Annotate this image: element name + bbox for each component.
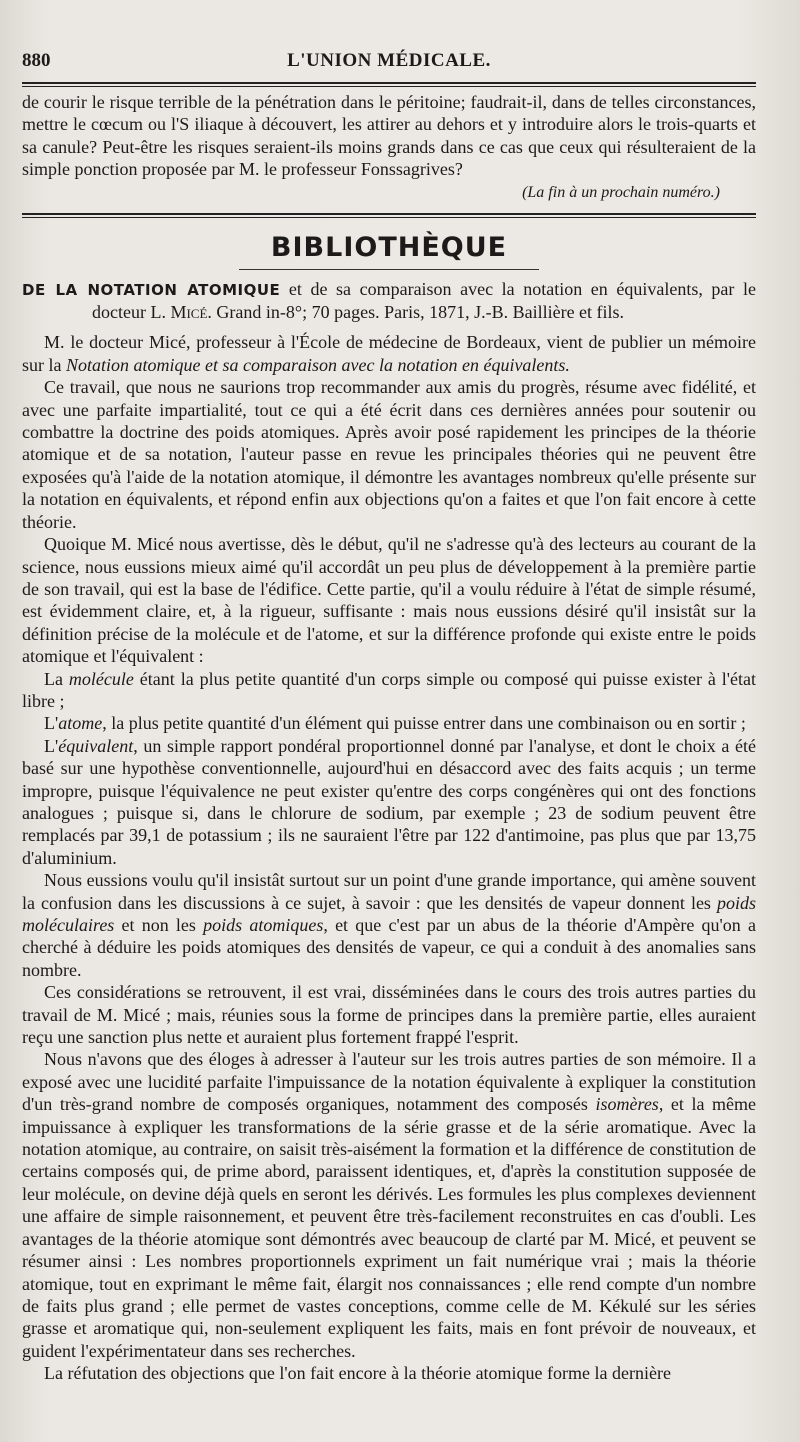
term-atome: atome	[58, 713, 103, 734]
title-underline	[239, 269, 539, 270]
section-title: BIBLIOTHÈQUE	[270, 231, 508, 263]
p7-text-b: et non les	[114, 915, 204, 935]
p4-text-b: étant la plus petite quantité d'un corps simple ou composé qui puisse exister à l'état libre ;	[22, 668, 756, 711]
p5-text-a: L'	[44, 713, 59, 734]
intro-paragraph: de courir le risque terrible de la pénétration dans le péritoine; faudrait-il, dans de telles circonstances, mettre le cœcum ou l'S iliaque à découvert, les attirer au dehors et y introduire alors le trois-quarts et sa canule? Peut-être les risques seraient-ils moins grands dans ce cas que ceux qui résulteraient de la simple ponction proposée par M. le professeur Fonssagrives?	[22, 92, 756, 180]
p9-text-b: , et la même impuissance à expliquer les transformations de la série grasse et de la série aromatique. Avec la notation atomique, au contraire, on saisit très-aisément la formation et la différence de constitution de certains composés qui, de prime abord, paraissent identiques, et, d'après la constitution supposée de leur molécule, on devine déjà quels en seront les dérivés. Les formules les plus complexes deviennent une affaire de simple raisonnement, et peuvent être très-facilement reconstruites en cas d'oubli. Les avantages de la théorie atomique sont démontrés avec beaucoup de clarté par M. Micé, et peuvent se résumer ainsi : Les nombres proportionnels expriment un fait numérique vrai ; mais la théorie atomique, tout en exprimant le même fait, élargit nos connaissances ; elle rend compte d'un nombre de faits plus grand ; elle permet de vastes conceptions, comme celle de M. Kékulé sur les séries grasse et aromatique qui, non-seulement expliquent les faits, mais en font prévoir de nouveaux, et guident l'expérimentateur dans ses recherches.	[22, 1094, 757, 1361]
review-paragraph-1	[22, 331, 756, 376]
definition-atome	[22, 712, 756, 734]
review-paragraph-8: Ces considérations se retrouvent, il est vrai, disséminées dans le cours des trois autres parties du travail de M. Micé ; mais, réunies sous la forme de principes dans la première partie, elles auraient reçu une sanction plus nette et auraient plus fortement frappé l'esprit.	[22, 982, 756, 1048]
bib-text-1: et de sa comparaison avec la notation en équivalents, par le docteur L.	[92, 278, 756, 323]
term-equivalent: équivalent	[58, 735, 134, 756]
p7-text-c: , et que c'est par un abus de la théorie d'Ampère qu'on a cherché à déduire les poids atomiques des densités de vapeur, ce qui a conduit à des anomalies sans nombre.	[22, 915, 756, 980]
page-number: 880	[22, 50, 51, 71]
p9-text-a: Nous n'avons que des éloges à adresser à l'auteur sur les trois autres parties de son mémoire. Il a exposé avec une lucidité parfaite l'impuissance de la notation équivalente à expliquer la constitution d'un très-grand nombre de composés organiques, notamment des composés	[22, 1049, 756, 1115]
p6-text-b: , un simple rapport pondéral proportionnel donné par l'analyse, et dont le choix a été basé sur une hypothèse conventionnelle, aujourd'hui en désaccord avec des faits acquis ; un terme impropre, puisque l'équivalence ne peut exister qu'entre des corps congénères qui ont des fonctions analogues ; puisque si, dans le chlorure de sodium, par exemple ; 23 de sodium peuvent être remplacés par 39,1 de potassium ; ils ne sauraient l'être par 122 d'antimoine, pas plus que par 13,75 d'aluminium.	[22, 735, 756, 868]
term-molecule: molécule	[68, 668, 134, 689]
section-rule	[22, 213, 756, 218]
p5-text-b: , la plus petite quantité d'un élément qui puisse entrer dans une combinaison ou en sortir ;	[102, 713, 746, 734]
review-paragraph-2: Ce travail, que nous ne saurions trop recommander aux amis du progrès, résume avec fidélité, et avec une parfaite impartialité, tout ce qui a été écrit dans ces dernières années pour soutenir ou combattre la doctrine des poids atomiques. Après avoir posé rapidement les principes de la théorie atomique et de sa notation, l'auteur passe en revue les principales théories qui ne peuvent être exposées qu'à l'aide de la notation atomique, il démontre les avantages nombreux qu'elle présente sur la notation en équivalents, et répond enfin aux objections qu'on a faites et que l'on fait encore à cette théorie.	[22, 377, 756, 532]
definition-molecule	[22, 668, 756, 713]
continuation-note: (La fin à un prochain numéro.)	[522, 183, 720, 201]
term-isomeres: isomères	[595, 1094, 659, 1115]
review-paragraph-10: La réfutation des objections que l'on fait encore à la théorie atomique forme la dernière	[44, 1363, 671, 1384]
bibliographic-entry	[22, 278, 756, 324]
p1-title-italic: Notation atomique et sa comparaison avec la notation en équivalents.	[66, 354, 570, 375]
review-paragraph-7	[22, 869, 756, 981]
review-paragraph-3: Quoique M. Micé nous avertisse, dès le début, qu'il ne s'adresse qu'à des lecteurs au courant de la science, nous eussions mieux aimé qu'il accordât un peu plus de développement à la première partie de son travail, qui est la base de l'édifice. Cette partie, qu'il a voulu réduire à l'état de simple résumé, est évidemment claire, et, à la rigueur, suffisante : mais nous eussions désiré qu'il insistât sur la définition précise de la molécule et de l'atome, et sur la différence profonde qui existe entre le poids atomique et l'équivalent :	[22, 534, 756, 667]
p4-text-a: La	[44, 668, 69, 689]
bib-author: Micé	[170, 302, 208, 323]
p7-text-a: Nous eussions voulu qu'il insistât surtout sur un point d'une grande importance, qui amène souvent la confusion dans les discussions à ce sujet, à savoir : que les densités de vapeur donnent les	[22, 870, 756, 913]
review-paragraph-9	[22, 1048, 756, 1362]
p1-text: M. le docteur Micé, professeur à l'École de médecine de Bordeaux, vient de publier un mémoire sur la	[22, 332, 756, 375]
bib-lead: DE LA NOTATION ATOMIQUE	[22, 280, 281, 299]
term-poids-moleculaires: poids moléculaires	[22, 892, 756, 935]
definition-equivalent	[22, 735, 756, 869]
bib-text-2: . Grand in-8°; 70 pages. Paris, 1871, J.-B. Baillière et fils.	[207, 302, 625, 323]
page-header	[22, 44, 756, 82]
running-title: L'UNION MÉDICALE.	[287, 50, 491, 71]
header-rule	[22, 82, 756, 87]
term-poids-atomiques: poids atomiques	[203, 915, 324, 935]
p6-text-a: L'	[44, 735, 59, 756]
